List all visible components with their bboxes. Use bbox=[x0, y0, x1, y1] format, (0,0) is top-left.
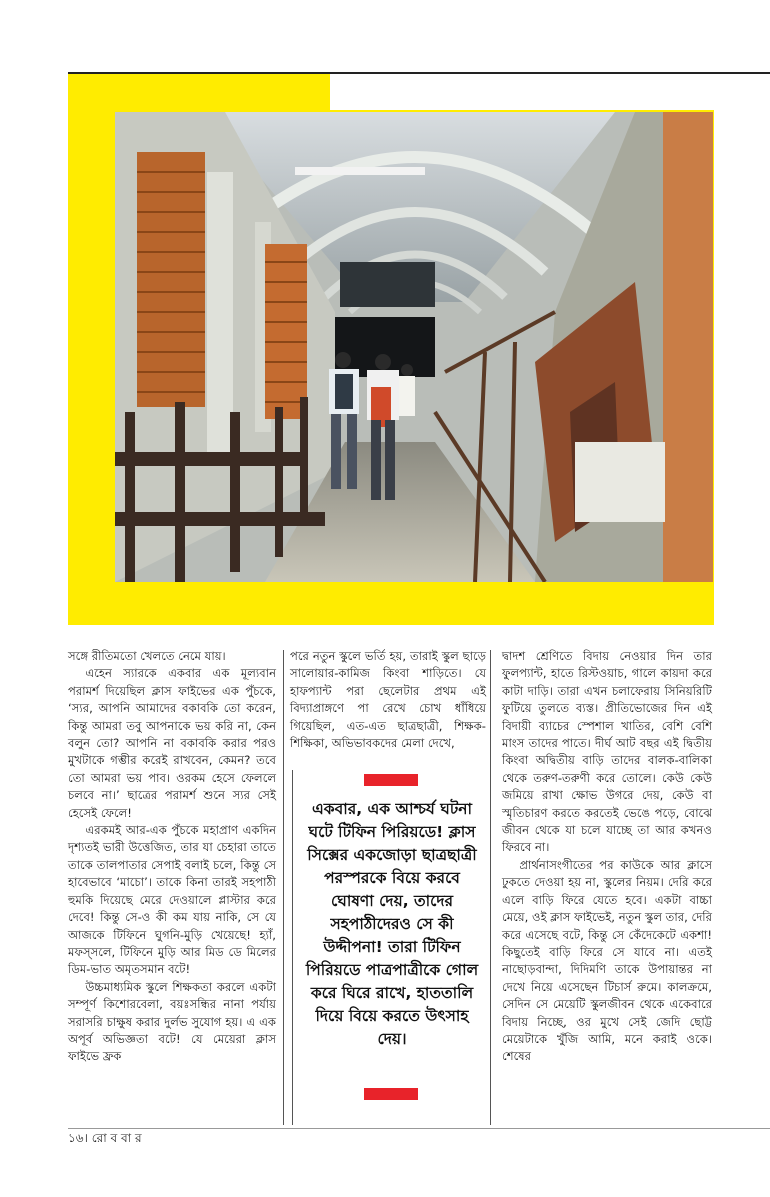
article-column-2 bbox=[290, 648, 486, 752]
footer-separator: । bbox=[83, 1131, 88, 1145]
page-footer bbox=[68, 1130, 142, 1150]
article-column-3 bbox=[502, 648, 712, 1066]
paragraph: সঙ্গে রীতিমতো খেলতে নেমে যায়। bbox=[68, 649, 226, 663]
paragraph: এহেন স্যারকে একবার এক মূল্যবান পরামর্শ দিয়েছিল ক্লাস ফাইভের এক পুঁচকে, ‘স্যর, আপনি আমাদের বকাবকি তো করেন, কিন্তু আমরা তবু আপনাকে ভয় করি না, কেন বলুন তো? আপনি না বকাবকি করার পরও মুখটাকে গম্ভীর করেই রাখবেন, কেমন? তবে তো আমরা ভয় পাব। ওরকম হেসে ফেললে চলবে না।’ ছাত্রের পরামর্শ শুনে স্যর সেই হেসেই ফেলে! bbox=[68, 666, 276, 820]
paragraph: উচ্চমাধ্যমিক স্কুলে শিক্ষকতা করলে একটা সম্পূর্ণ কিশোরবেলা, বয়ঃসন্ধির নানা পর্যায় সরাসরি চাক্ষুষ করার দুর্লভ সুযোগ হয়। এ এক অপূর্ব অভিজ্ঞতা বটে! যে মেয়েরা ক্লাস ফাইভে ফ্রক bbox=[68, 979, 276, 1064]
column-divider bbox=[283, 650, 284, 1125]
pull-quote: একবার, এক আশ্চর্য ঘটনা ঘটে টিফিন পিরিয়ডে! ক্লাস সিক্সের একজোড়া ছাত্রছাত্রী পরস্পরকে বিয়ে করবে ঘোষণা দেয়, তাদের সহপাঠীদেরও সে কী উদ্দীপনা! তারা টিফিন পিরিয়ডে পাত্রপাত্রীকে গোল করে ঘিরে রাখে, হাততালি দিয়ে বিয়ে করতে উৎসাহ দেয়। bbox=[305, 800, 479, 1048]
pull-quote-bar-bottom bbox=[364, 1088, 418, 1100]
paragraph: এরকমই আর-এক পুঁচকে মহাপ্রাণ একদিন দৃশ্যতই ভারী উত্তেজিত, তার যা চেহারা তাতে তাকে তালপাতার সেপাই বলাই চলে, কিন্তু সে হাবেভাবে ‘মাচো’। তাকে কিনা তারই সহপাঠী হুমকি দিয়েছে মেরে দেওয়ালে প্লাস্টার করে দেবে! কিন্তু সে-ও কী কম যায় নাকি, সে যে আজকে টিফিনে ঘুগনি-মুড়ি খেয়েছে! হ্যাঁ, মফস্সলে, টিফিনে মুড়ি আর মিড ডে মিলের ডিম-ভাত অমৃতসমান বটে! bbox=[68, 823, 276, 977]
page-number: ১৬ bbox=[68, 1131, 84, 1145]
magazine-name: রো ব বা র bbox=[91, 1131, 142, 1145]
paragraph: দ্বাদশ শ্রেণিতে বিদায় নেওয়ার দিন তার ফুলপ্যান্ট, হাতে রিস্টওয়াচ, গালে কায়দা করে কাটা দাড়ি। তারা এখন চলাফেরায় সিনিয়রিটি ফুটিয়ে তুলতে ব্যস্ত। প্রীতিভোজের দিন এই বিদায়ী ব্যাচের স্পেশাল খাতির, বেশি বেশি মাংস তাদের পাতে। দীর্ঘ আট বছর এই দ্বিতীয় কিংবা অদ্বিতীয় বাড়ি তাদের বালক-বালিকা থেকে তরুণ-তরুণী করে তোলে। কেউ কেউ জমিয়ে রাখা ক্ষোভ উগরে দেয়, কেউ বা স্মৃতিচারণ করতে করতেই ভেঙে পড়ে, বোঝে জীবন থেকে যা চলে যাচ্ছে তা আর কখনও ফিরবে না। bbox=[502, 649, 712, 855]
yellow-accent-band bbox=[68, 74, 330, 114]
column-divider bbox=[490, 650, 491, 1125]
pull-quote-rule-left bbox=[292, 770, 293, 1125]
corridor-photo bbox=[115, 112, 713, 582]
footer-rule bbox=[68, 1128, 770, 1129]
article-column-1 bbox=[68, 648, 276, 1066]
paragraph: প্রার্থনাসংগীতের পর কাউকে আর ক্লাসে ঢুকতে দেওয়া হয় না, স্কুলের নিয়ম। দেরি করে এলে বাড়ি ফিরে যেতে হবে। একটা বাচ্চা মেয়ে, ওই ক্লাস ফাইভেই, নতুন স্কুল তার, দেরি করে এসেছে বটে, কিন্তু সে কেঁদেকেটে একশা! কিছুতেই বাড়ি ফিরে সে যাবে না। এতই নাছোড়বান্দা, দিদিমণি তাকে উপায়ান্তর না দেখে নিয়ে এসেছেন টিচার্স রুমে। কালক্রমে, সেদিন সে মেয়েটি স্কুলজীবন থেকে একেবারে বিদায় নিচ্ছে, ওর মুখে সেই জেদি ছোট্ট মেয়েটাকে খুঁজি আমি, মনে করাই ওকে। শেষের bbox=[502, 857, 712, 1064]
paragraph: পরে নতুন স্কুলে ভর্তি হয়, তারাই স্কুল ছাড়ে সালোয়ার-কামিজ কিংবা শাড়িতে। যে হাফপ্যান্ট পরা ছেলেটার প্রথম এই বিদ্যাপ্রাঙ্গণে পা রেখে চোখ ধাঁধিয়ে গিয়েছিল, এত-এত ছাত্রছাত্রী, শিক্ষক-শিক্ষিকা, অভিভাবকদের মেলা দেখে, bbox=[290, 649, 486, 751]
pull-quote-bar-top bbox=[364, 774, 418, 786]
